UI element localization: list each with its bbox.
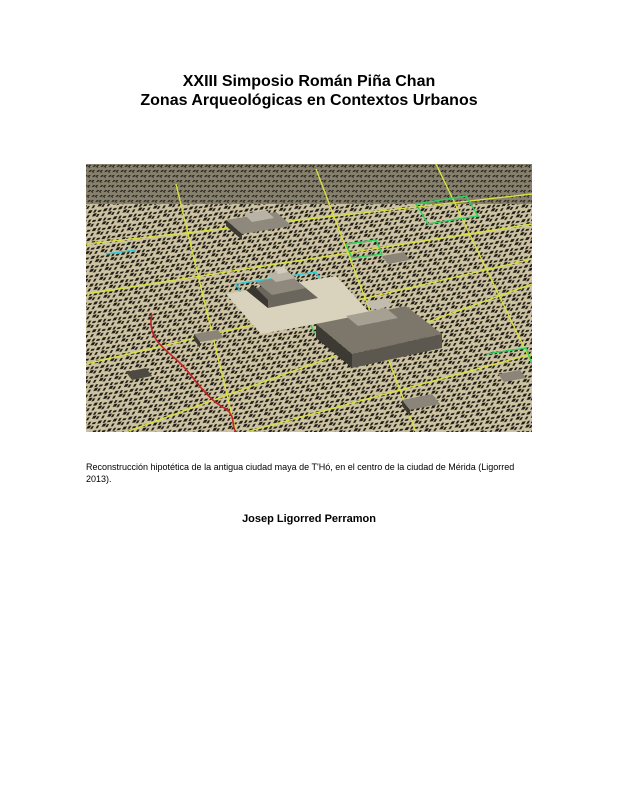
reconstruction-illustration [86,164,532,432]
document-title-line-1: XXIII Simposio Román Piña Chan [182,73,436,90]
author-name: Josep Ligorred Perramon [242,513,376,525]
figure-caption: Reconstrucción hipotética de la antigua ciudad maya de T'Hó, en el centro de la ciudad de Mérida (Ligorred 2013). [86,462,515,484]
document-title-line-2: Zonas Arqueológicas en Contextos Urbanos [140,92,478,109]
figure-reconstruction-image [86,164,532,432]
